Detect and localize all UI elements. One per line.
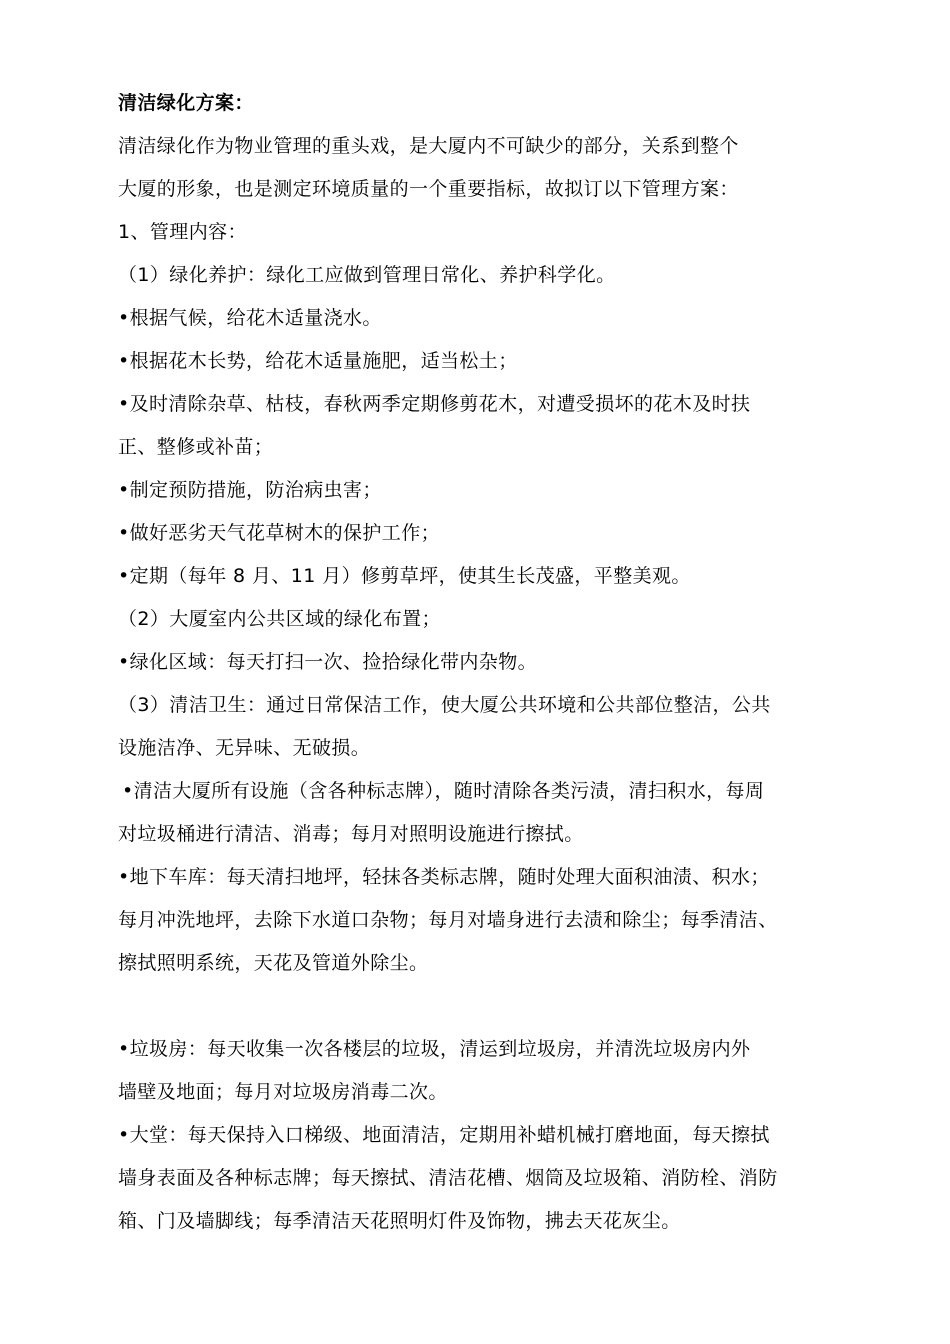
greening-item-4: •制定预防措施，防治病虫害；: [118, 479, 382, 501]
document-title: 清洁绿化方案：: [118, 92, 254, 114]
greening-item-2: •根据花木长势，给花木适量施肥，适当松土；: [118, 350, 518, 372]
greening-item-3-cont: 正、整修或补苗；: [118, 436, 274, 458]
greening-heading: （1）绿化养护：绿化工应做到管理日常化、养护科学化。: [118, 264, 616, 286]
greening-item-5: •做好恶劣天气花草树木的保护工作；: [118, 522, 441, 544]
section-heading-management: 1、管理内容：: [118, 221, 247, 243]
intro-line-2: 大厦的形象，也是测定环境质量的一个重要指标，故拟订以下管理方案：: [118, 178, 739, 200]
cleaning-heading-line-2: 设施洁净、无异味、无破损。: [118, 737, 371, 759]
cleaning-heading-line-1: （3）清洁卫生：通过日常保洁工作，使大厦公共环境和公共部位整洁，公共: [118, 694, 771, 716]
intro-line-1: 清洁绿化作为物业管理的重头戏，是大厦内不可缺少的部分，关系到整个: [118, 135, 739, 157]
cleaning-item-garage: •地下车库：每天清扫地坪，轻抹各类标志牌，随时处理大面积油渍、积水；: [118, 866, 770, 888]
indoor-heading: （2）大厦室内公共区域的绿化布置；: [118, 608, 441, 630]
indoor-item-1: •绿化区域：每天打扫一次、捡拾绿化带内杂物。: [118, 651, 538, 673]
greening-item-6: •定期（每年 8 月、11 月）修剪草坪，使其生长茂盛，平整美观。: [118, 565, 691, 587]
cleaning-item-garage-cont-2: 擦拭照明系统，天花及管道外除尘。: [118, 952, 429, 974]
document-page: [118, 82, 848, 1243]
cleaning-item-garbage-room: •垃圾房：每天收集一次各楼层的垃圾，清运到垃圾房，并清洗垃圾房内外: [118, 1038, 751, 1060]
cleaning-item-lobby: •大堂：每天保持入口梯级、地面清洁，定期用补蜡机械打磨地面，每天擦拭: [118, 1124, 770, 1146]
greening-item-3: •及时清除杂草、枯枝，春秋两季定期修剪花木，对遭受损坏的花木及时扶: [118, 393, 751, 415]
paragraph-gap: [118, 985, 848, 1028]
greening-item-1: •根据气候，给花木适量浇水。: [118, 307, 382, 329]
cleaning-item-lobby-cont-2: 箱、门及墙脚线；每季清洁天花照明灯件及饰物，拂去天花灰尘。: [118, 1210, 681, 1232]
cleaning-item-1: •清洁大厦所有设施（含各种标志牌），随时清除各类污渍，清扫积水，每周: [122, 780, 765, 802]
cleaning-item-1-cont: 对垃圾桶进行清洁、消毒；每月对照明设施进行擦拭。: [118, 823, 584, 845]
cleaning-item-garage-cont-1: 每月冲洗地坪，去除下水道口杂物；每月对墙身进行去渍和除尘；每季清洁、: [118, 909, 778, 931]
cleaning-item-garbage-room-cont: 墙壁及地面；每月对垃圾房消毒二次。: [118, 1081, 448, 1103]
cleaning-item-lobby-cont-1: 墙身表面及各种标志牌；每天擦拭、清洁花槽、烟筒及垃圾箱、消防栓、消防: [118, 1167, 778, 1189]
